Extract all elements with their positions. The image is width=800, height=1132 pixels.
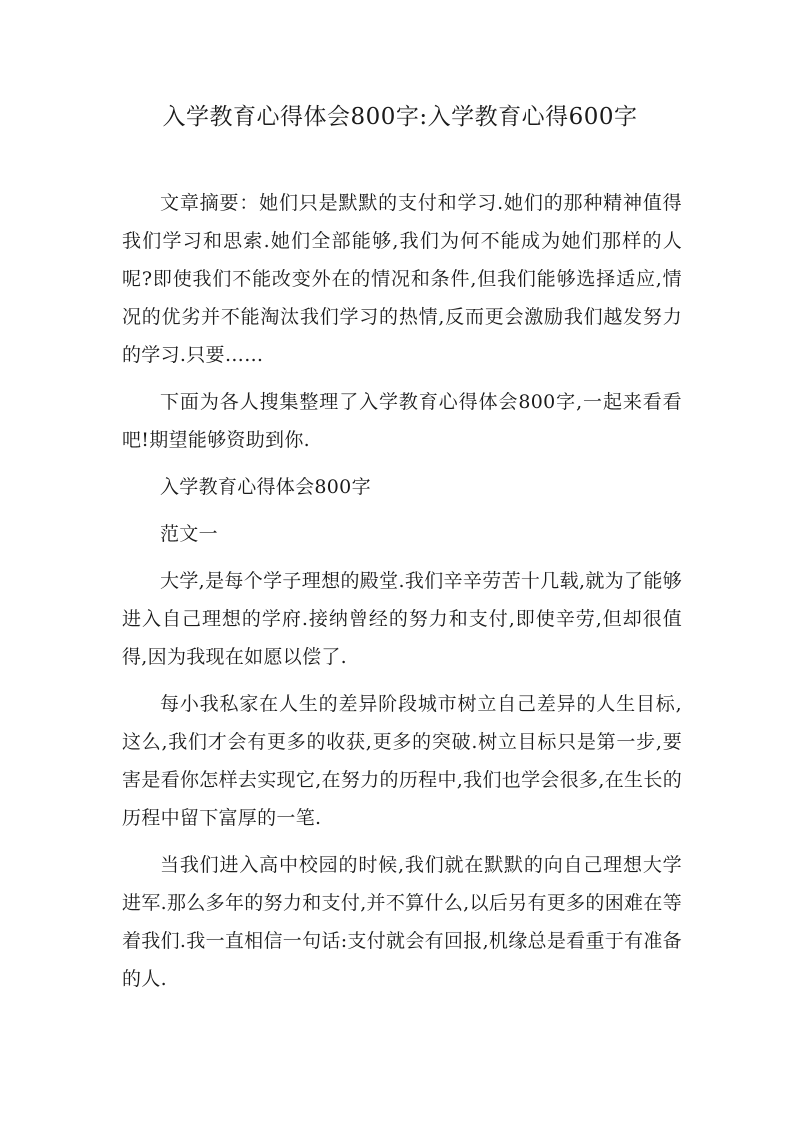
body-paragraph-1: 大学,是每个学子理想的殿堂.我们辛辛劳苦十几载,就为了能够进入自己理想的学府.接纳曾经的努力和支付,即使辛劳,但却很值得,因为我现在如愿以偿了. [122,570,682,668]
intro-paragraph: 下面为各人搜集整理了入学教育心得体会800字,一起来看看吧!期望能够资助到你. [122,391,682,451]
section-heading: 入学教育心得体会800字 [160,476,371,498]
document-body [122,184,682,1007]
document-title: 入学教育心得体会800字:入学教育心得600字 [162,104,638,130]
abstract-paragraph: 文章摘要：她们只是默默的支付和学习.她们的那种精神值得我们学习和思索.她们全部能够,我们为何不能成为她们那样的人呢?即使我们不能改变外在的情况和条件,但我们能够选择适应,情况的优劣并不能淘汰我们学习的热情,反而更会激励我们越发努力的学习.只要…… [122,192,682,366]
sample-label: 范文一 [160,523,218,545]
body-paragraph-3: 当我们进入高中校园的时候,我们就在默默的向自己理想大学进军.那么多年的努力和支付,并不算什么,以后另有更多的困难在等着我们.我一直相信一句话:支付就会有回报,机缘总是看重于有准备的人. [122,854,682,990]
body-paragraph-2: 每小我私家在人生的差异阶段城市树立自己差异的人生目标,这么,我们才会有更多的收获,更多的突破.树立目标只是第一步,要害是看你怎样去实现它,在努力的历程中,我们也学会很多,在生长的历程中留下富厚的一笔. [122,693,682,829]
